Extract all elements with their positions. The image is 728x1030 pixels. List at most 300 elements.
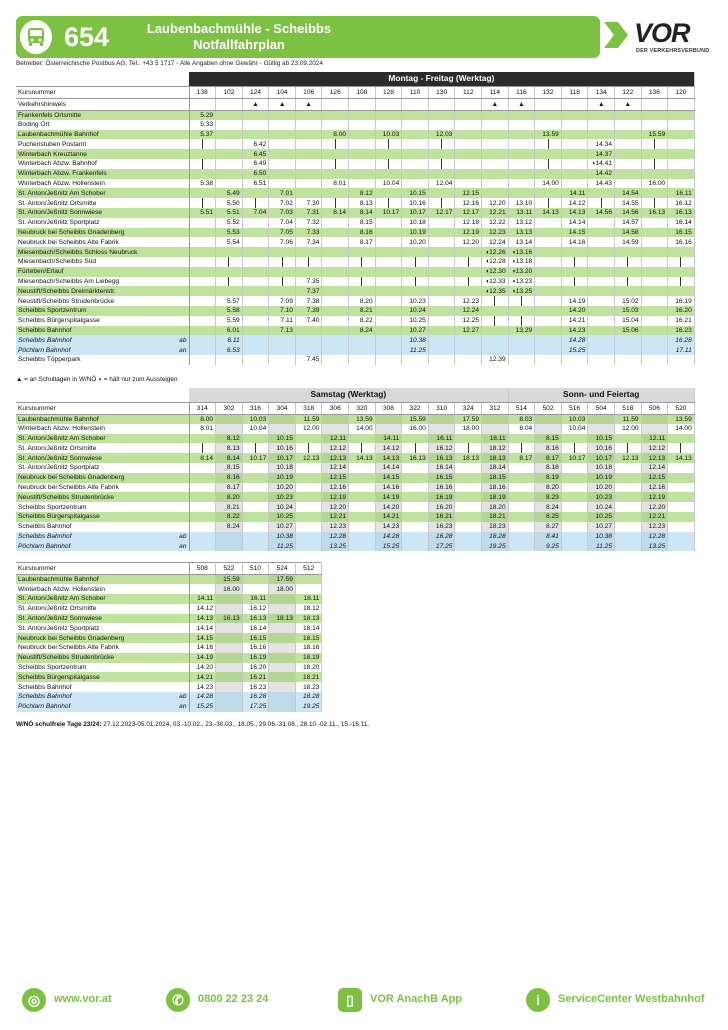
time-cell — [668, 120, 695, 130]
time-cell — [402, 120, 429, 130]
time-cell — [375, 414, 402, 424]
time-cell: 12.14 — [322, 463, 349, 473]
time-cell: 7.35 — [295, 277, 322, 287]
time-cell: 14.23 — [189, 682, 216, 692]
time-cell — [269, 672, 296, 682]
time-cell — [428, 306, 455, 316]
table-row — [16, 198, 694, 208]
time-cell — [269, 277, 296, 287]
time-cell — [216, 159, 243, 169]
time-cell — [216, 149, 243, 159]
time-cell — [668, 257, 695, 267]
arr-dep-mark: an — [179, 703, 187, 711]
time-cell: 12.15 — [641, 473, 668, 483]
time-cell — [216, 702, 243, 712]
course-number: 120 — [668, 86, 695, 98]
time-cell — [189, 257, 216, 267]
time-cell — [349, 522, 376, 532]
time-cell — [428, 237, 455, 247]
course-number: 506 — [641, 402, 668, 414]
table-row — [16, 541, 694, 551]
time-cell: 12.12 — [641, 443, 668, 453]
time-cell: 19.25 — [295, 702, 322, 712]
time-cell — [428, 286, 455, 296]
time-cell — [615, 286, 642, 296]
table-row — [16, 257, 694, 267]
time-cell: 7.33 — [295, 228, 322, 238]
time-cell — [189, 355, 216, 365]
bus-icon — [20, 20, 52, 54]
time-cell: 14.11 — [189, 594, 216, 604]
time-cell — [561, 473, 588, 483]
time-cell — [295, 483, 322, 493]
stop-name: Puchenstuben Postamt — [16, 139, 189, 149]
course-number: 306 — [322, 402, 349, 414]
stop-name: Winterbach Abzw. Bahnhof — [16, 159, 189, 169]
time-cell — [269, 623, 296, 633]
time-cell — [641, 149, 668, 159]
time-cell — [216, 541, 243, 551]
time-cell: 13.10 — [508, 198, 535, 208]
time-cell: 7.38 — [295, 296, 322, 306]
time-cell: 13.11 — [508, 208, 535, 218]
time-cell — [295, 335, 322, 345]
time-cell — [242, 247, 269, 257]
time-cell — [375, 120, 402, 130]
time-cell: 14.43 — [588, 179, 615, 189]
time-cell: 18.28 — [295, 692, 322, 702]
time-cell — [295, 169, 322, 179]
time-cell — [455, 483, 482, 493]
time-cell — [588, 335, 615, 345]
time-cell — [242, 345, 269, 355]
time-cell: 16.13 — [242, 614, 269, 624]
time-cell — [269, 604, 296, 614]
time-cell — [428, 335, 455, 345]
time-cell — [535, 316, 562, 326]
time-cell: 16.23 — [242, 682, 269, 692]
time-cell — [535, 120, 562, 130]
time-cell — [455, 159, 482, 169]
time-cell — [242, 355, 269, 365]
time-cell — [482, 335, 509, 345]
kursnummer-label: Kursnummer — [16, 402, 189, 414]
time-cell — [189, 522, 216, 532]
time-cell — [375, 218, 402, 228]
time-cell — [455, 355, 482, 365]
time-cell — [508, 149, 535, 159]
time-cell — [508, 130, 535, 140]
time-cell: 10.25 — [269, 512, 296, 522]
time-cell: 18.00 — [455, 424, 482, 434]
time-cell — [615, 443, 642, 453]
time-cell — [482, 159, 509, 169]
time-cell: 17.25 — [242, 702, 269, 712]
time-cell — [349, 483, 376, 493]
time-cell: 12.12 — [322, 443, 349, 453]
time-cell: 5.53 — [216, 228, 243, 238]
phone-icon: ✆ — [166, 988, 190, 1012]
stop-name: Scheibbs Sportzentrum — [16, 306, 189, 316]
time-cell: 14.00 — [349, 424, 376, 434]
table-row — [16, 345, 694, 355]
time-cell — [535, 198, 562, 208]
time-cell — [615, 492, 642, 502]
time-cell — [455, 522, 482, 532]
logo-text: VOR — [634, 18, 690, 48]
time-cell — [535, 306, 562, 316]
time-cell: 12.16 — [455, 198, 482, 208]
time-cell — [216, 247, 243, 257]
time-cell: 10.18 — [269, 463, 296, 473]
time-cell: 14.20 — [189, 663, 216, 673]
time-cell: 14.42 — [588, 169, 615, 179]
time-cell: 8.17 — [508, 453, 535, 463]
time-cell — [295, 120, 322, 130]
time-cell — [269, 633, 296, 643]
time-cell — [189, 463, 216, 473]
time-cell: 10.18 — [402, 218, 429, 228]
time-cell: 18.13 — [269, 614, 296, 624]
time-cell: 14.55 — [615, 198, 642, 208]
time-cell: 16.12 — [428, 443, 455, 453]
time-cell — [375, 345, 402, 355]
school-day-mark: ▲ — [295, 98, 322, 110]
time-cell: 13.59 — [668, 414, 695, 424]
time-cell — [455, 492, 482, 502]
stop-name: Laubenbachmühle Bahnhof — [16, 575, 189, 585]
time-cell — [216, 355, 243, 365]
time-cell — [295, 188, 322, 198]
time-cell: 8.20 — [535, 483, 562, 493]
time-cell: 10.38 — [402, 335, 429, 345]
course-number: 312 — [482, 402, 509, 414]
weekend-timetable — [16, 388, 695, 551]
time-cell — [216, 672, 243, 682]
time-cell — [216, 277, 243, 287]
time-cell: 13.25 — [322, 541, 349, 551]
time-cell: 15.25 — [561, 345, 588, 355]
time-cell — [349, 110, 376, 120]
course-number: 118 — [561, 86, 588, 98]
time-cell — [455, 149, 482, 159]
time-cell — [641, 335, 668, 345]
time-cell: 10.27 — [588, 522, 615, 532]
time-cell: 12.27 — [455, 326, 482, 336]
time-cell — [482, 179, 509, 189]
time-cell — [668, 277, 695, 287]
time-cell — [535, 286, 562, 296]
time-cell: 16.15 — [668, 228, 695, 238]
time-cell — [189, 218, 216, 228]
time-cell — [428, 355, 455, 365]
stop-name: Laubenbachmühle Bahnhof — [16, 414, 189, 424]
time-cell — [269, 257, 296, 267]
time-cell — [508, 335, 535, 345]
stop-name: Neubruck bei Scheibbs Alte Fabrik — [16, 483, 189, 493]
time-cell: 5.37 — [189, 130, 216, 140]
time-cell — [641, 228, 668, 238]
time-cell — [189, 237, 216, 247]
table-row — [16, 643, 322, 653]
time-cell — [269, 139, 296, 149]
time-cell: 7.39 — [295, 306, 322, 316]
time-cell — [668, 179, 695, 189]
table-row — [16, 414, 694, 424]
time-cell — [242, 130, 269, 140]
time-cell — [561, 355, 588, 365]
time-cell — [508, 188, 535, 198]
time-cell: 10.38 — [588, 532, 615, 542]
time-cell: 7.32 — [295, 218, 322, 228]
table-row — [16, 335, 694, 345]
table-row — [16, 237, 694, 247]
time-cell — [349, 139, 376, 149]
time-cell: 16.20 — [668, 306, 695, 316]
course-number: 520 — [668, 402, 695, 414]
time-cell — [402, 110, 429, 120]
time-cell: 16.28 — [428, 532, 455, 542]
time-cell: 8.16 — [216, 473, 243, 483]
course-number: 308 — [375, 402, 402, 414]
time-cell: 8.15 — [216, 463, 243, 473]
table-row — [16, 267, 694, 277]
time-cell: 14.59 — [615, 237, 642, 247]
stop-name: Scheibbs Sportzentrum — [16, 502, 189, 512]
time-cell — [641, 218, 668, 228]
time-cell: 16.13 — [641, 208, 668, 218]
school-day-mark — [216, 98, 243, 110]
time-cell — [269, 663, 296, 673]
time-cell: 7.10 — [269, 306, 296, 316]
time-cell — [561, 463, 588, 473]
time-cell — [189, 541, 216, 551]
time-cell: 14.12 — [189, 604, 216, 614]
time-cell — [641, 159, 668, 169]
time-cell — [668, 169, 695, 179]
time-cell: 7.03 — [269, 208, 296, 218]
time-cell: 14.28 — [189, 692, 216, 702]
time-cell — [322, 159, 349, 169]
time-cell — [295, 149, 322, 159]
time-cell — [641, 345, 668, 355]
school-day-mark: ▲ — [482, 98, 509, 110]
time-cell — [242, 522, 269, 532]
time-cell: 12.00 — [295, 424, 322, 434]
time-cell — [349, 267, 376, 277]
time-cell: 14.20 — [375, 502, 402, 512]
time-cell — [615, 473, 642, 483]
stop-name: Winterbach Kreuztanne — [16, 149, 189, 159]
time-cell — [189, 532, 216, 542]
time-cell — [615, 130, 642, 140]
school-day-mark — [402, 98, 429, 110]
stop-name: Scheibbs Bürgerspitalgasse — [16, 672, 189, 682]
time-cell — [242, 277, 269, 287]
time-cell — [269, 692, 296, 702]
course-number: 130 — [428, 86, 455, 98]
time-cell: 5.33 — [189, 120, 216, 130]
time-cell — [402, 355, 429, 365]
time-cell — [455, 335, 482, 345]
time-cell — [668, 463, 695, 473]
time-cell — [269, 594, 296, 604]
time-cell — [189, 502, 216, 512]
time-cell: 12.21 — [322, 512, 349, 522]
time-cell — [428, 110, 455, 120]
arr-dep-mark: ab — [179, 532, 187, 540]
course-number: 126 — [322, 86, 349, 98]
table-row — [16, 110, 694, 120]
stop-name: Pöchlarn Bahnhof an — [16, 702, 189, 712]
table-row — [16, 672, 322, 682]
time-cell — [668, 355, 695, 365]
time-cell — [242, 483, 269, 493]
time-cell: 7.13 — [269, 326, 296, 336]
time-cell — [375, 326, 402, 336]
time-cell — [402, 179, 429, 189]
time-cell: 14.21 — [561, 316, 588, 326]
time-cell: 12.16 — [322, 483, 349, 493]
time-cell — [322, 198, 349, 208]
route-subtitle: Notfallfahrplan — [193, 37, 285, 52]
kursnummer-label: Kursnummer — [16, 563, 189, 575]
time-cell — [295, 247, 322, 257]
time-cell: 8.01 — [322, 179, 349, 189]
time-cell: 16.28 — [242, 692, 269, 702]
time-cell — [189, 198, 216, 208]
time-cell — [482, 139, 509, 149]
time-cell — [242, 502, 269, 512]
time-cell: 14.56 — [588, 208, 615, 218]
time-cell: 10.17 — [402, 208, 429, 218]
stop-name: Scheibbs Bahnhof ab — [16, 532, 189, 542]
time-cell — [508, 522, 535, 532]
time-cell: 16.21 — [428, 512, 455, 522]
time-cell: 10.23 — [269, 492, 296, 502]
time-cell — [641, 277, 668, 287]
table-row — [16, 623, 322, 633]
time-cell: 5.59 — [216, 316, 243, 326]
time-cell — [216, 623, 243, 633]
time-cell: 8.22 — [216, 512, 243, 522]
stop-name: Neustift/Scheibbs Strudenbrücke — [16, 296, 189, 306]
table-row — [16, 208, 694, 218]
logo-subtitle: DER VERKEHRSVERBUND — [636, 48, 710, 54]
info-icon: i — [526, 988, 550, 1012]
time-cell — [295, 443, 322, 453]
time-cell: 12.20 — [455, 237, 482, 247]
time-cell: 14.57 — [615, 218, 642, 228]
time-cell: 14.23 — [375, 522, 402, 532]
time-cell: 18.15 — [295, 633, 322, 643]
time-cell — [242, 188, 269, 198]
time-cell — [535, 424, 562, 434]
time-cell — [402, 267, 429, 277]
time-cell — [615, 169, 642, 179]
time-cell — [455, 130, 482, 140]
course-number: 106 — [295, 86, 322, 98]
time-cell: 15.25 — [189, 702, 216, 712]
time-cell — [641, 286, 668, 296]
time-cell — [455, 277, 482, 287]
time-cell: 14.13 — [189, 614, 216, 624]
time-cell: 14.19 — [189, 653, 216, 663]
time-cell — [455, 179, 482, 189]
time-cell: 16.13 — [428, 453, 455, 463]
time-cell — [322, 414, 349, 424]
time-cell: 14.12 — [561, 198, 588, 208]
time-cell — [508, 179, 535, 189]
time-cell: 7.30 — [295, 198, 322, 208]
time-cell — [216, 692, 243, 702]
time-cell — [375, 296, 402, 306]
stop-name: St. Anton/Jeßnitz Am Schober — [16, 594, 189, 604]
time-cell: ◖14.41 — [588, 159, 615, 169]
time-cell — [455, 532, 482, 542]
time-cell: 16.12 — [242, 604, 269, 614]
time-cell — [668, 130, 695, 140]
time-cell — [535, 110, 562, 120]
time-cell — [402, 159, 429, 169]
time-cell: 16.23 — [668, 326, 695, 336]
time-cell: ◖13.18 — [508, 257, 535, 267]
time-cell — [402, 130, 429, 140]
time-cell — [216, 120, 243, 130]
time-cell — [269, 355, 296, 365]
time-cell — [535, 267, 562, 277]
time-cell: 7.06 — [269, 237, 296, 247]
time-cell: 12.25 — [455, 316, 482, 326]
time-cell: 8.14 — [216, 453, 243, 463]
time-cell: 8.00 — [322, 130, 349, 140]
time-cell — [375, 188, 402, 198]
time-cell: 14.19 — [375, 492, 402, 502]
time-cell — [295, 326, 322, 336]
time-cell: 19.25 — [482, 541, 509, 551]
time-cell: 16.13 — [216, 614, 243, 624]
time-cell: 10.23 — [402, 296, 429, 306]
time-cell — [561, 492, 588, 502]
time-cell — [668, 532, 695, 542]
time-cell — [641, 296, 668, 306]
time-cell: 10.27 — [402, 326, 429, 336]
time-cell: 18.16 — [482, 483, 509, 493]
time-cell — [508, 443, 535, 453]
table-row — [16, 584, 322, 594]
time-cell — [242, 532, 269, 542]
time-cell: 12.20 — [322, 502, 349, 512]
time-cell — [375, 169, 402, 179]
time-cell — [295, 492, 322, 502]
time-cell: 16.11 — [242, 594, 269, 604]
time-cell: 18.00 — [269, 584, 296, 594]
time-cell — [242, 267, 269, 277]
time-cell: 10.19 — [269, 473, 296, 483]
time-cell — [242, 434, 269, 444]
time-cell — [641, 198, 668, 208]
time-cell — [455, 434, 482, 444]
time-cell — [561, 130, 588, 140]
time-cell: 10.15 — [588, 434, 615, 444]
course-number: 114 — [482, 86, 509, 98]
time-cell: 14.15 — [561, 228, 588, 238]
time-cell — [295, 130, 322, 140]
time-cell: 8.13 — [349, 198, 376, 208]
time-cell — [668, 443, 695, 453]
time-cell: 11.59 — [615, 414, 642, 424]
time-cell: 8.20 — [216, 492, 243, 502]
